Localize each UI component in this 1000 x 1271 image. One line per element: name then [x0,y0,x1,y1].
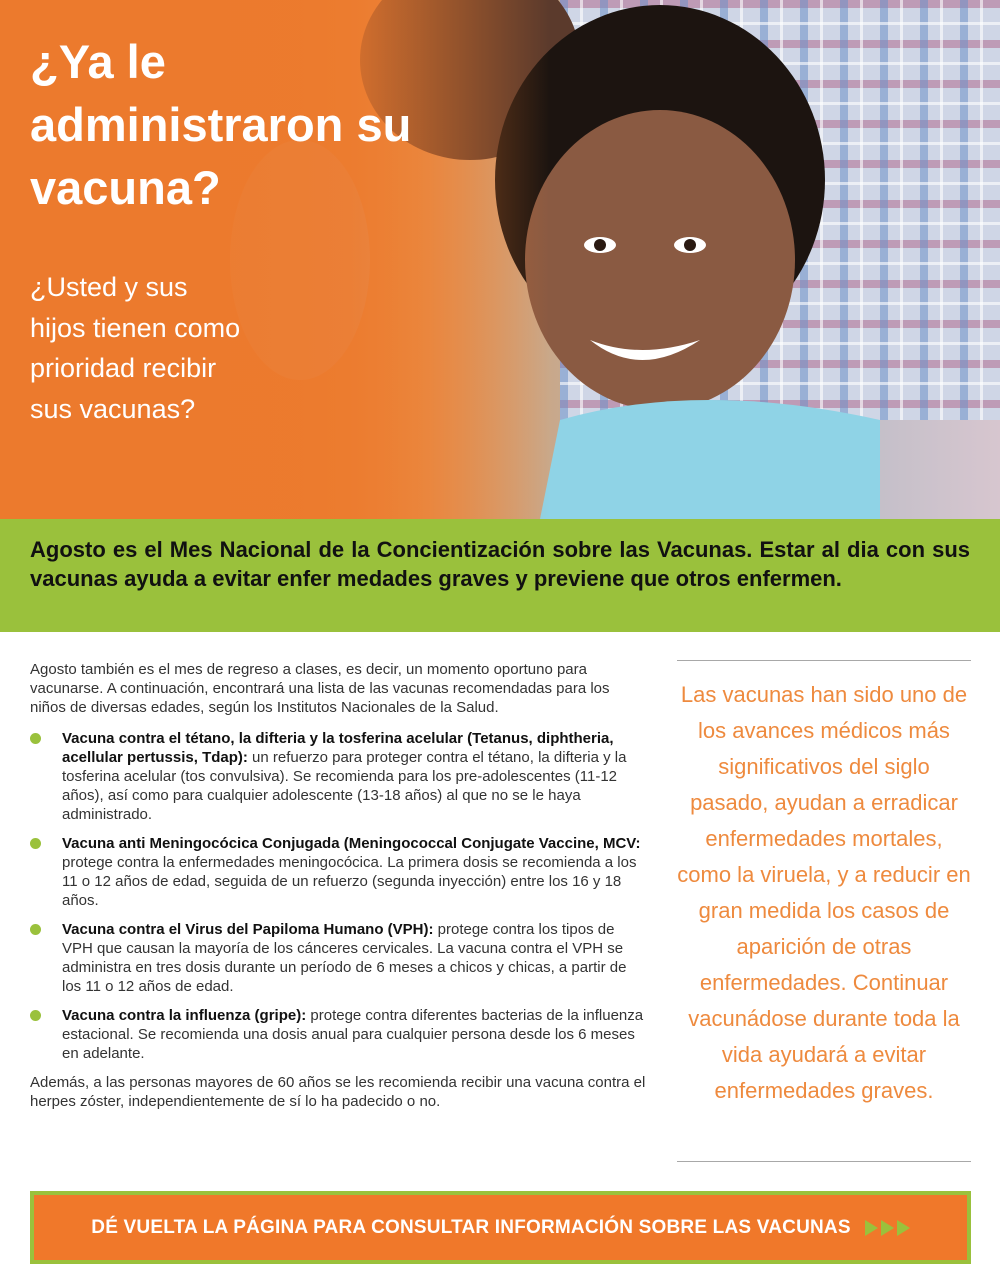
vaccine-list [30,729,648,1063]
bullet-icon [30,838,41,849]
hero-title: ¿Ya le administraron su vacuna? [30,35,412,214]
bullet-icon [30,1010,41,1021]
list-item [30,1006,648,1063]
bullet-icon [30,733,41,744]
main-content [30,660,648,1111]
vaccine-name: Vacuna contra el Virus del Papiloma Humano (VPH): [62,921,434,938]
turn-page-banner [30,1191,971,1264]
triple-arrow-right-icon [865,1220,910,1236]
pull-quote [677,660,971,1162]
intro-paragraph: Agosto también es el mes de regreso a clases, es decir, un momento oportuno para vacunarse. A continuación, encontrará una lista de las vacunas recomendadas para los niños de diversas edades, según los Institutos Nacionales de la Salud. [30,661,610,716]
hero-text [30,30,430,429]
hero-banner [0,0,1000,519]
vaccine-name: Vacuna contra la influenza (gripe): [62,1007,307,1024]
awareness-band [0,519,1000,632]
list-item [30,729,648,824]
hero-subtitle: ¿Usted y sus hijos tienen como prioridad recibir sus vacunas? [30,272,241,424]
outro-paragraph: Además, a las personas mayores de 60 años se les recomienda recibir una vacuna contra el herpes zóster, independientemente de sí lo ha padecido o no. [30,1074,646,1110]
vaccine-name: Vacuna anti Meningocócica Conjugada (Meningococcal Conjugate Vaccine, MCV: [62,835,641,852]
cta-label: DÉ VUELTA LA PÁGINA PARA CONSULTAR INFORMACIÓN SOBRE LAS VACUNAS [91,1216,851,1238]
vaccine-desc: protege contra los tipos de VPH que causan la mayoría de los cánceres cervicales. La vacuna contra el VPH se administra en tres dosis durante un período de 6 meses a chicos y chicas, a partir de los 11 o 12 años de edad. [62,921,627,995]
vaccine-desc: protege contra diferentes bacterias de la influenza estacional. Se recomienda una dosis anual para cualquier persona desde los 6 meses en adelante. [62,1007,644,1062]
quote-text: Las vacunas han sido uno de los avances médicos más significativos del siglo pasado, ayudan a erradicar enfermedades mortales, como la viruela, y a reducir en gran medida los casos de aparición de otras enfermedades. Continuar vacunádose durante toda la vida ayudará a evitar enfermedades graves. [677,682,971,1103]
vaccine-name: Vacuna contra el tétano, la difteria y la tosferina acelular (Tetanus, diphtheria, acellular pertussis, Tdap): [62,730,614,766]
vaccine-desc: un refuerzo para proteger contra el tétano, la difteria y la tosferina acelular (tos convulsiva). Se recomienda para los pre-adolescentes (11-12 años), así como para cualquier adolescente (13-18 años) al que no se le haya administrado. [62,749,627,823]
awareness-text: Agosto es el Mes Nacional de la Concientización sobre las Vacunas. Estar al dia con sus vacunas ayuda a evitar enfer medades graves y previene que otros enfermen. [30,537,970,591]
vaccine-desc: protege contra la enfermedades meningocócica. La primera dosis se recomienda a los 11 o 12 años de edad, seguida de un refuerzo (segunda inyección) entre los 16 y 18 años. [62,854,637,909]
list-item [30,834,648,910]
bullet-icon [30,924,41,935]
list-item [30,920,648,996]
